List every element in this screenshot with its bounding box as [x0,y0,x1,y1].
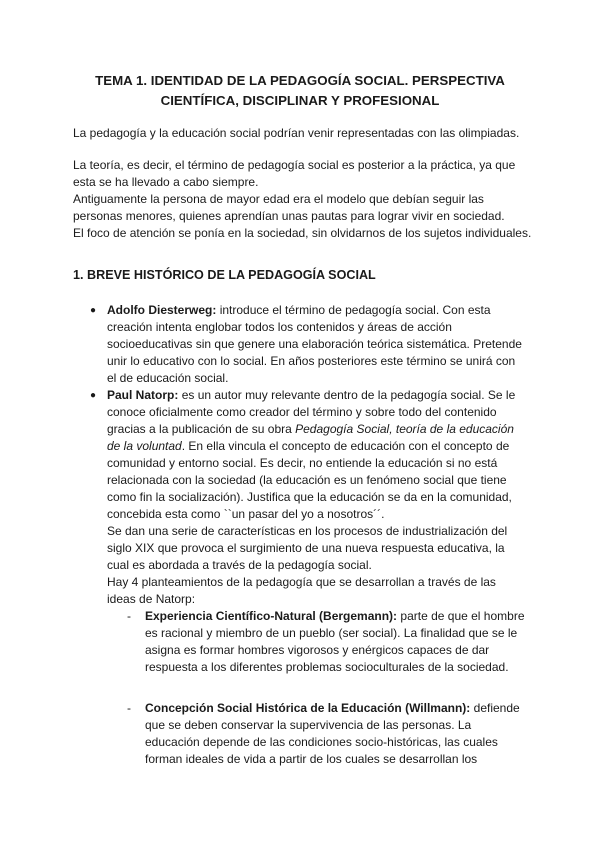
bullet-marker: ● [90,390,97,401]
page-title: TEMA 1. IDENTIDAD DE LA PEDAGOGÍA SOCIAL. PERSPECTIVA CIENTÍFICA, DISCIPLINAR Y PROFESIONAL [95,73,505,108]
approach-description: defiende que se deben conservar la supervivencia de las personas. La educación depende de las condiciones socio-históricas, las cuales forman ideales de vida a partir de los cuales se desarrollan los [145,701,520,766]
sub-item-willmann [145,700,525,768]
paragraph-industrialization: Se dan una serie de características en los procesos de industrialización del siglo XIX que provoca el surgimiento de una nueva respuesta educativa, la cual es abordada a través de la pedagogía social. [107,524,508,572]
approach-description: parte de que el hombre es racional y miembro de un pueblo (ser social). La finalidad que se le asigna es formar hombres vigorosos y enérgicos capaces de dar respuesta a los diferentes problemas socioculturales de la sociedad. [145,609,525,674]
approach-name: Concepción Social Histórica de la Educación (Willmann): [145,701,471,715]
paragraph-focus: El foco de atención se ponía en la sociedad, sin olvidarnos de los sujetos individuales. [73,226,532,240]
author-name: Adolfo Diesterweg: [107,303,217,317]
author-description: introduce el término de pedagogía social. Con esta creación intenta englobar todos los contenidos y áreas de acción socioeducativas sin que genere una elaboración teórica sistemática. Pretende unir lo educativo con lo social. En años posteriores este término se unirá con el de educación social. [107,303,522,385]
paragraph-planteamientos: Hay 4 planteamientos de la pedagogía que se desarrollan a través de las ideas de Natorp: [107,575,496,606]
list-item-natorp [107,387,527,523]
paragraph-theory: La teoría, es decir, el término de pedagogía social es posterior a la práctica, ya que esta se ha llevado a cabo siempre. [73,158,516,189]
sub-item-bergemann [145,608,525,676]
list-item-diesterweg [107,302,527,387]
author-description: es un autor muy relevante dentro de la pedagogía social. Se le conoce oficialmente como creador del término y sobre todo del contenido gracias a la publicación de su obra [107,388,516,436]
bullet-marker: ● [90,305,97,316]
section-heading: 1. BREVE HISTÓRICO DE LA PEDAGOGÍA SOCIAL [73,268,376,282]
approach-name: Experiencia Científico-Natural (Bergemann): [145,609,398,623]
intro-paragraph: La pedagogía y la educación social podrían venir representadas con las olimpiadas. [73,126,520,140]
work-title: Pedagogía Social, teoría de la educación de la voluntad [107,422,514,453]
paragraph-ancient: Antiguamente la persona de mayor edad era el modelo que debían seguir las personas menores, quienes aprendían unas pautas para lograr vivir en sociedad. [73,192,505,223]
author-description-cont: . En ella vincula el concepto de educación con el concepto de comunidad y entorno social. Es decir, no entiende la educación si no está relacionada con la sociedad (la educación es un fenómeno social que tiene como fin la socialización). Justifica que la educación se da en la comunidad, concebida esta como ``un pasar del yo a nosotros´´. [107,439,512,521]
dash-marker: - [127,609,131,623]
dash-marker: - [127,701,131,715]
author-name: Paul Natorp: [107,388,179,402]
